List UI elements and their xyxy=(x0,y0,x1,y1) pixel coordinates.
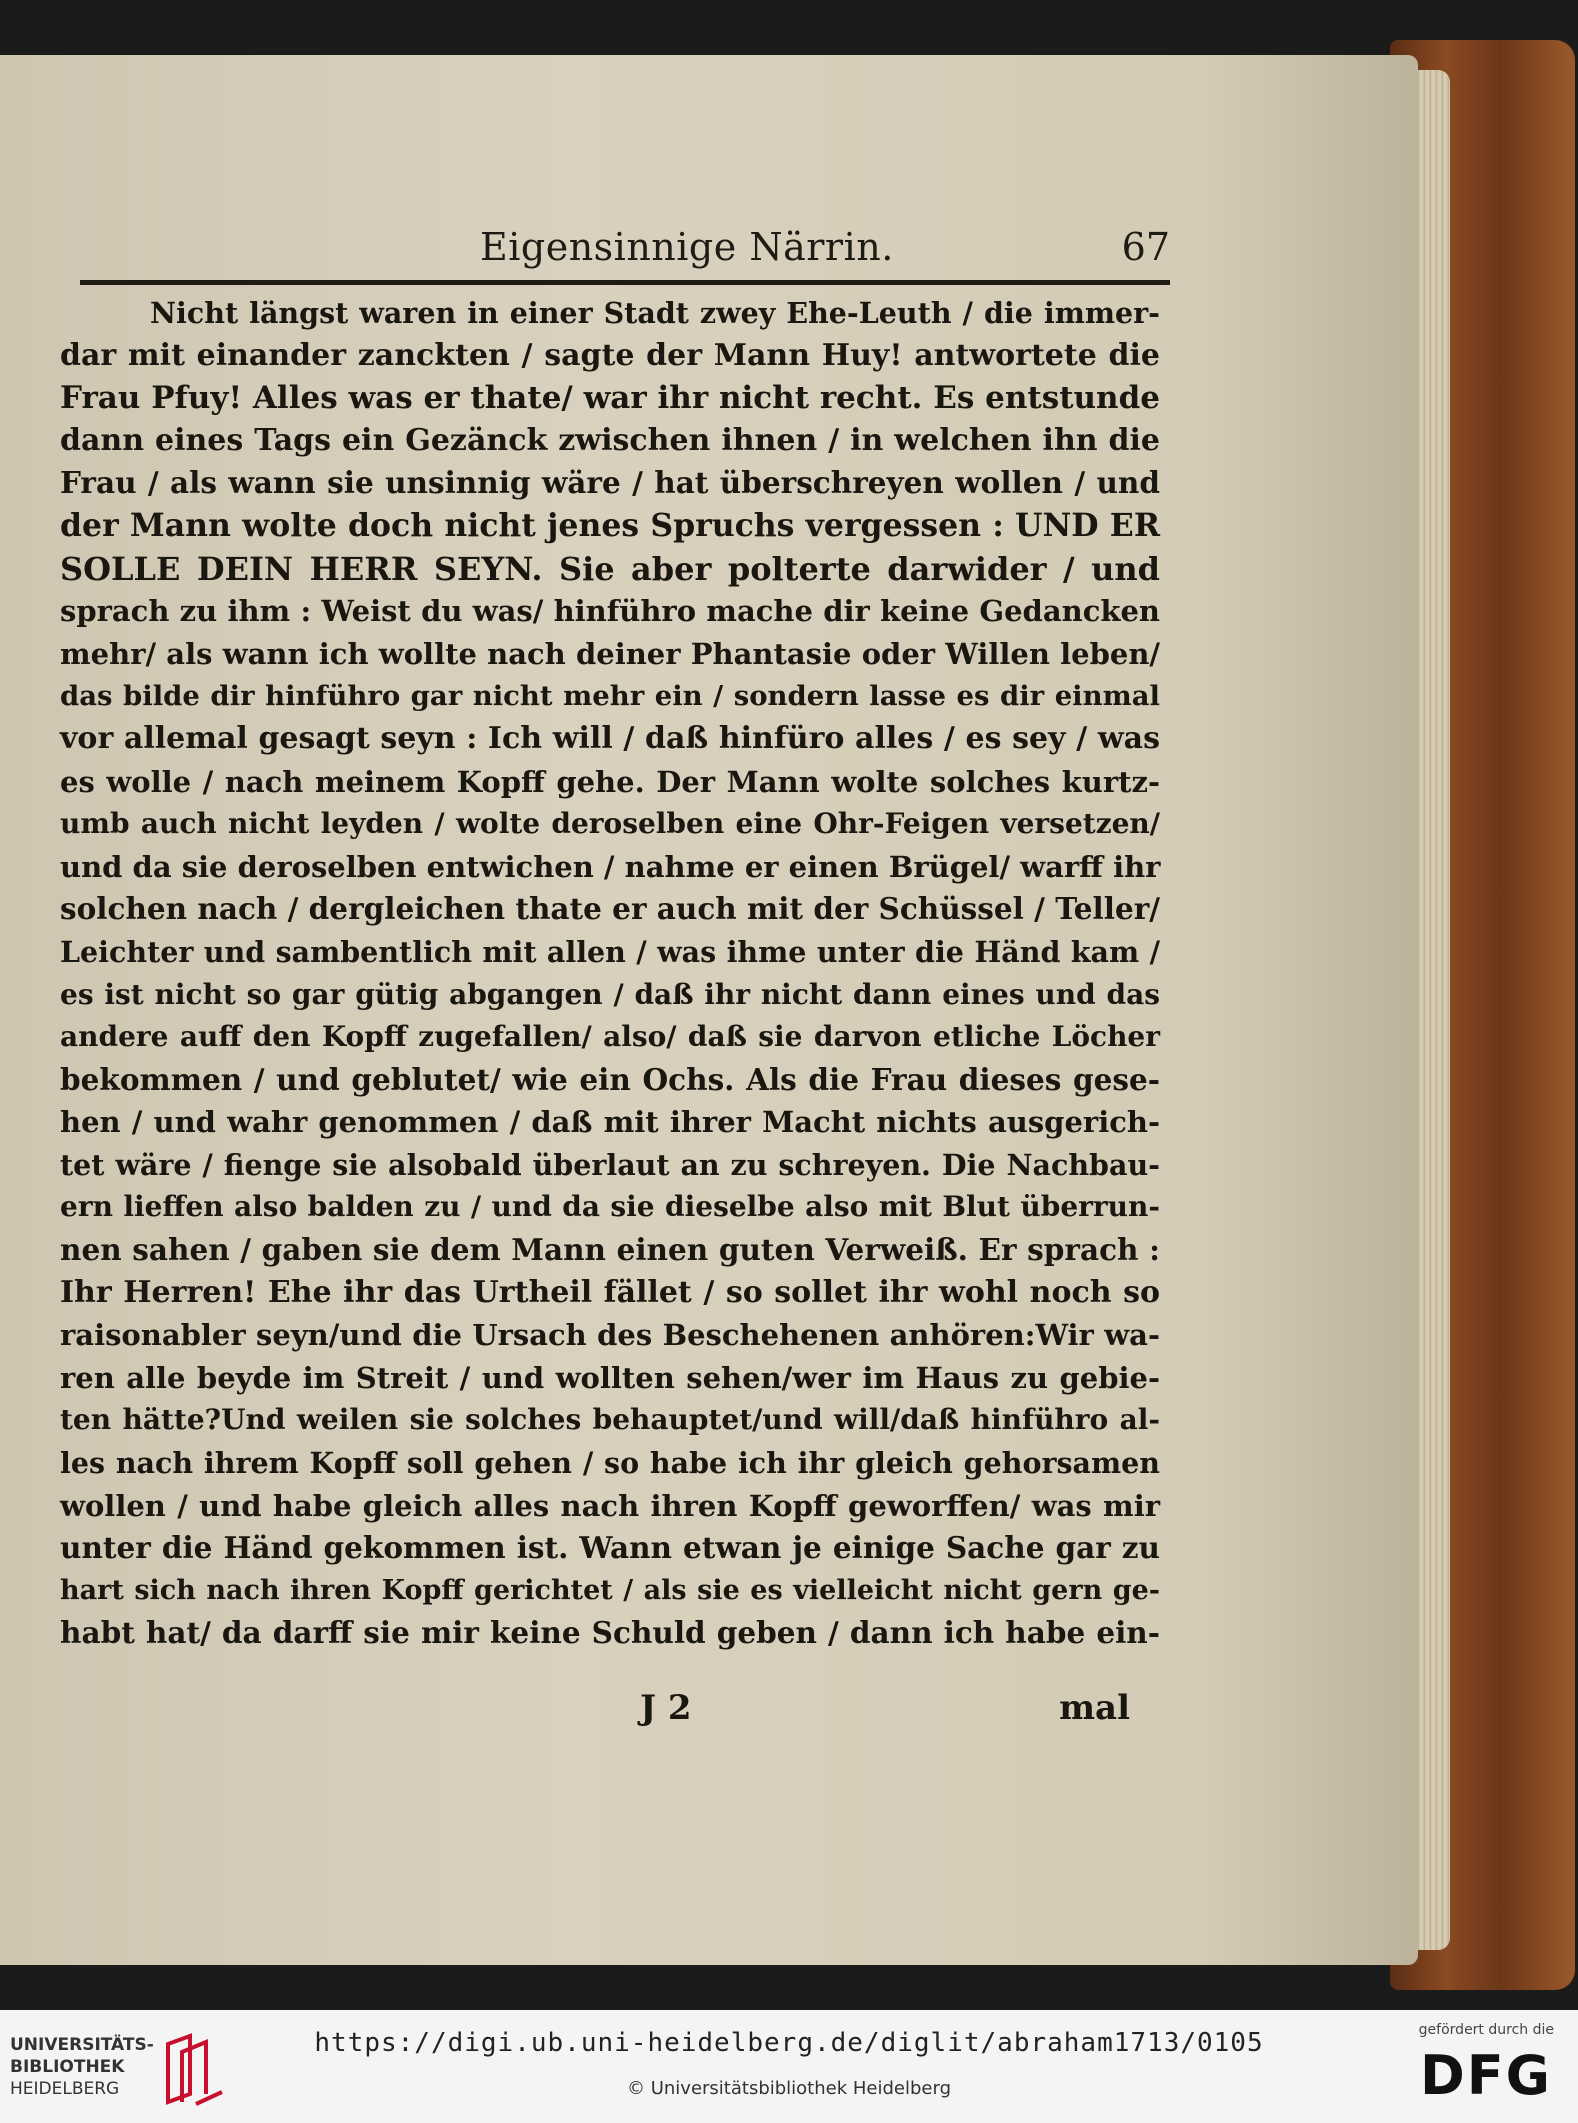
running-title: Eigensinnige Närrin. xyxy=(480,225,894,269)
text-line: sprach zu ihm : Weist du was/ hinführo mache dir keine Gedancken xyxy=(60,594,1160,629)
catchword: mal xyxy=(1059,1688,1130,1728)
text-line: les nach ihrem Kopff soll gehen / so habe ich ihr gleich gehorsamen xyxy=(60,1446,1160,1481)
text-line: raisonabler seyn/und die Ursach des Beschehenen anhören:Wir wa- xyxy=(60,1318,1160,1353)
funding-notice xyxy=(1394,2022,1554,2102)
text-line: SOLLE DEIN HERR SEYN. Sie aber polterte darwider / und xyxy=(60,549,1160,588)
text-line: dann eines Tags ein Gezänck zwischen ihnen / in welchen ihn die xyxy=(60,422,1160,458)
text-line: hart sich nach ihren Kopff gerichtet / als sie es vielleicht nicht gern ge- xyxy=(60,1574,1160,1606)
text-line: Leichter und sambentlich mit allen / was ihme unter die Händ kam / xyxy=(60,934,1160,969)
funding-label: gefördert durch die xyxy=(1418,2022,1554,2038)
text-line: ten hätte?Und weilen sie solches behauptet/und will/daß hinführo al- xyxy=(60,1403,1160,1437)
copyright-notice: © Universitätsbibliothek Heidelberg xyxy=(626,2078,951,2099)
text-line: tet wäre / fienge sie alsobald überlaut an zu schreyen. Die Nachbau- xyxy=(60,1147,1160,1182)
body-text xyxy=(60,292,1160,1655)
library-name-line-3: HEIDELBERG xyxy=(10,2079,120,2099)
signature-mark: J 2 xyxy=(640,1688,692,1728)
dfg-logo-icon[interactable] xyxy=(1404,2044,1554,2102)
permalink-url[interactable]: https://digi.ub.uni-heidelberg.de/diglit/abraham1713/0105 xyxy=(314,2028,1264,2058)
text-line: wollen / und habe gleich alles nach ihren Kopff geworffen/ was mir xyxy=(60,1488,1160,1523)
library-name-line-2: BIBLIOTHEK xyxy=(10,2057,125,2077)
text-line: ren alle beyde im Streit / und wollten sehen/wer im Haus zu gebie- xyxy=(60,1360,1160,1395)
text-line: dar mit einander zanckten / sagte der Mann Huy! antwortete die xyxy=(60,337,1160,373)
text-line: das bilde dir hinführo gar nicht mehr ein / sondern lasse es dir einmal xyxy=(60,680,1160,713)
catchword-line xyxy=(60,1688,1160,1732)
viewer-footer xyxy=(0,2010,1578,2123)
text-line: Frau / als wann sie unsinnig wäre / hat überschreyen wollen / und xyxy=(60,465,1160,501)
text-line: andere auff den Kopff zugefallen/ also/ daß sie darvon etliche Löcher xyxy=(60,1020,1160,1054)
text-line: Ihr Herren! Ehe ihr das Urtheil fället / so sollet ihr wohl noch so xyxy=(60,1274,1160,1310)
text-line: ern lieffen also balden zu / und da sie dieselbe also mit Blut überrun- xyxy=(60,1190,1160,1224)
text-line: unter die Händ gekommen ist. Wann etwan je einige Sache gar zu xyxy=(60,1530,1160,1566)
library-name-line-1: UNIVERSITÄTS- xyxy=(10,2035,154,2055)
text-line: umb auch nicht leyden / wolte deroselben eine Ohr-Feigen versetzen/ xyxy=(60,807,1160,841)
text-line: nen sahen / gaben sie dem Mann einen guten Verweiß. Er sprach : xyxy=(60,1232,1160,1268)
text-line: vor allemal gesagt seyn : Ich will / daß hinfüro alles / es sey / was xyxy=(60,720,1160,756)
text-line: mehr/ als wann ich wollte nach deiner Phantasie oder Willen leben/ xyxy=(60,636,1160,671)
dfg-logo-text: DFG xyxy=(1419,2044,1552,2102)
text-line: der Mann wolte doch nicht jenes Spruchs vergessen : UND ER xyxy=(60,506,1160,544)
text-line: es wolle / nach meinem Kopff gehe. Der Mann wolte solches kurtz- xyxy=(60,764,1160,799)
text-line: habt hat/ da darff sie mir keine Schuld geben / dann ich habe ein- xyxy=(60,1615,1160,1651)
page-header xyxy=(80,225,1170,273)
text-line: Frau Pfuy! Alles was er thate/ war ihr nicht recht. Es entstunde xyxy=(60,380,1160,417)
text-line: Nicht längst waren in einer Stadt zwey Ehe-Leuth / die immer- xyxy=(150,296,1160,330)
page-number: 67 xyxy=(1121,225,1170,269)
text-line: und da sie deroselben entwichen / nahme er einen Brügel/ warff ihr xyxy=(60,849,1161,884)
text-line: bekommen / und geblutet/ wie ein Ochs. Als die Frau dieses gese- xyxy=(60,1061,1160,1097)
header-rule xyxy=(80,280,1170,285)
text-line: solchen nach / dergleichen thate er auch mit der Schüssel / Teller/ xyxy=(60,891,1161,927)
text-line: es ist nicht so gar gütig abgangen / daß ihr nicht dann eines und das xyxy=(60,977,1160,1011)
text-line: hen / und wahr genommen / daß mit ihrer Macht nichts ausgerich- xyxy=(60,1105,1160,1140)
